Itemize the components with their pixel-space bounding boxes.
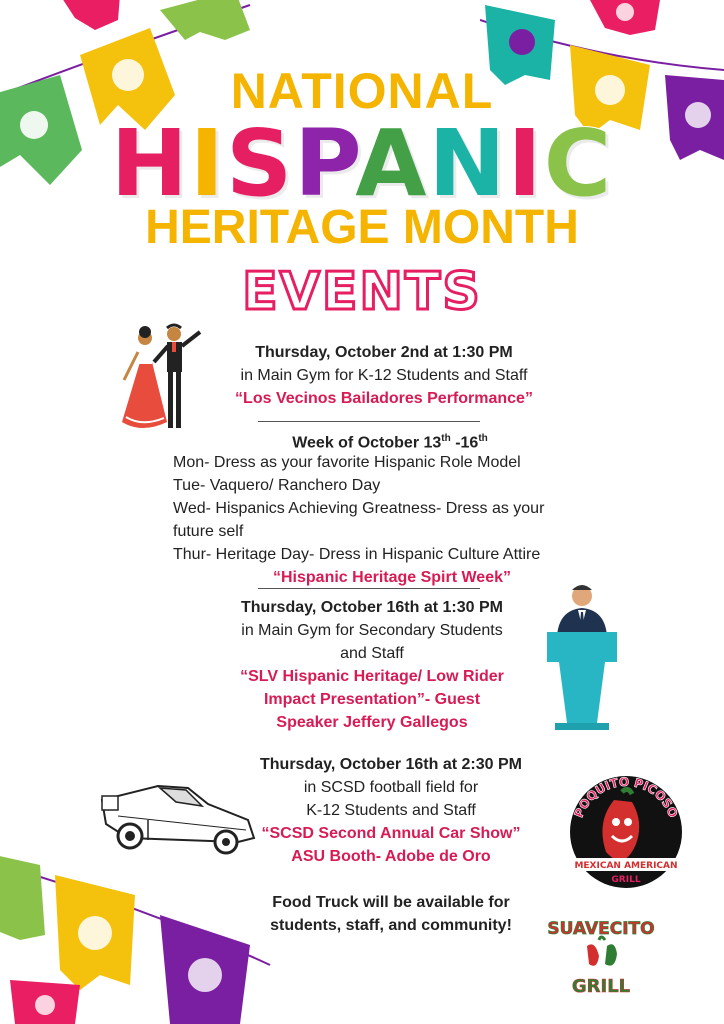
event1-when: Thursday, October 2nd at 1:30 PM [255,344,513,361]
event3-name-1: “SLV Hispanic Heritage/ Low Rider [240,668,504,685]
lowrider-car-illustration [98,780,260,856]
poquito-bottom-text: MEXICAN AMERICAN [574,861,678,871]
flag-green-2 [160,0,250,40]
title-national: NATIONAL [230,63,494,119]
event2-name: “Hispanic Heritage Spirt Week” [273,569,511,586]
poquito-picoso-logo [566,772,686,892]
event2-sup1: th [441,433,451,444]
flag-pink-right [590,0,660,35]
food-truck-line-2: students, staff, and community! [270,917,512,934]
event4-when: Thursday, October 16th at 2:30 PM [260,756,522,773]
event2-day-mon: Mon- Dress as your favorite Hispanic Role Model [173,454,521,471]
flag-pink [60,0,120,30]
event4-name-1: “SCSD Second Annual Car Show” [261,825,521,842]
hispanic-letter: I [189,110,226,217]
hispanic-letter: I [507,110,544,217]
event1-where: in Main Gym for K-12 Students and Staff [240,367,528,384]
event2-day-wed-cont: future self [173,523,244,540]
title-heritage-month: HERITAGE MONTH [145,201,579,254]
event2-day-thur: Thur- Heritage Day- Dress in Hispanic Culture Attire [173,546,541,563]
poquito-grill-text: GRILL [611,875,641,885]
divider-2 [258,588,480,589]
event3-name-2: Impact Presentation”- Guest [263,691,481,708]
event3-name-3: Speaker Jeffery Gallegos [276,714,468,731]
poquito-top-text: POQUITO PICOSO [571,774,681,820]
events-label: EVENTS [242,262,482,322]
flag-pink-bottom [10,980,80,1024]
hispanic-letter: A [355,110,429,217]
event2-sup2: th [478,433,488,444]
event1-name: “Los Vecinos Bailadores Performance” [235,390,533,407]
flag-green-bottom [0,855,45,940]
hispanic-letter: N [428,110,508,217]
event2-day-tue: Tue- Vaquero/ Ranchero Day [173,477,381,494]
food-truck-line-1: Food Truck will be available for [272,894,510,911]
divider-1 [258,421,480,422]
flag-yellow-bottom [55,875,135,990]
suavecito-bottom-text: GRILL [571,976,631,997]
suavecito-top-text: SUAVECITO [547,919,655,939]
hispanic-letter: C [543,110,614,217]
event2-heading-mid: -16 [450,434,479,452]
event2-day-wed: Wed- Hispanics Achieving Greatness- Dress as your [173,500,545,517]
event2-heading-text: Week of October 13 [292,434,442,452]
event4-name-2: ASU Booth- Adobe de Oro [291,848,491,865]
event3-where-1: in Main Gym for Secondary Students [241,622,503,639]
hispanic-letter: P [294,110,356,217]
event4-where-1: in SCSD football field for [303,779,479,796]
title-events [0,262,724,322]
folklorico-dancers-illustration [112,322,212,437]
suavecito-grill-logo [545,912,657,1000]
event3-where-2: and Staff [340,645,404,662]
speaker-podium-illustration [545,578,619,730]
event3-when: Thursday, October 16th at 1:30 PM [241,599,503,616]
event4-where-2: K-12 Students and Staff [306,802,476,819]
hispanic-letter: H [110,110,190,217]
hispanic-letter: S [226,110,295,217]
